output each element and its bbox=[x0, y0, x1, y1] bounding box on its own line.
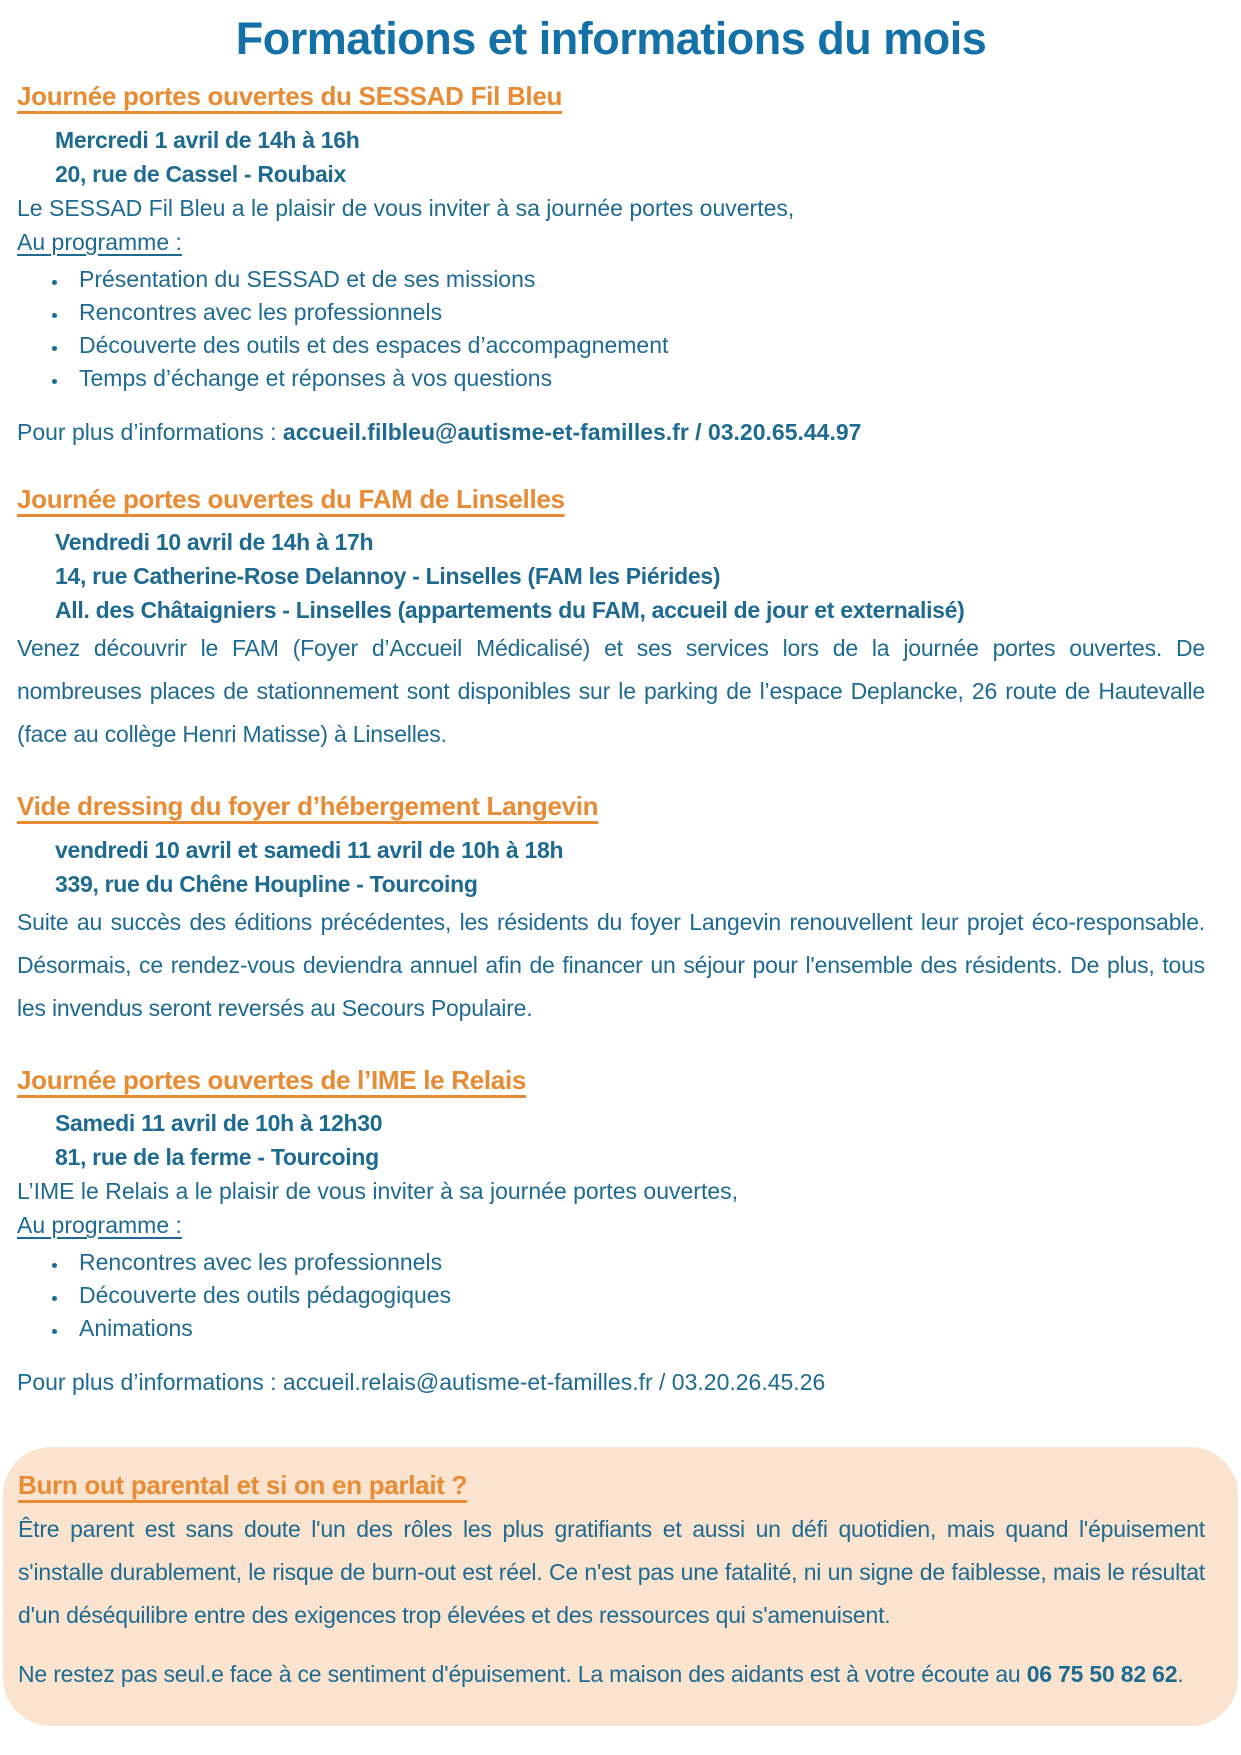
box-paragraph: Être parent est sans doute l'un des rôles les plus gratifiants et aussi un défi quotidien, mais quand l'épuisement s'installe durablement, le risque de burn-out est réel. Ce n'est pas une fatalité, ni un signe de faiblesse, mais le résultat d'un déséquilibre entre des exigences trop élevées et des ressources qui s'amenuisent. bbox=[18, 1515, 1205, 1628]
programme-label: Au programme : bbox=[17, 228, 182, 255]
contact-email-phone: accueil.filbleu@autisme-et-familles.fr / 03.20.65.44.97 bbox=[282, 418, 862, 445]
section-paragraph: Suite au succès des éditions précédentes, les résidents du foyer Langevin renouvellent leur projet éco-responsable. Désormais, ce rendez-vous deviendra annuel afin de financer un séjour pour l'ensemble des résidents. De plus, tous les invendus seront reversés au Secours Populaire. bbox=[17, 908, 1205, 1021]
burnout-highlight-box bbox=[3, 1447, 1238, 1726]
event-date: Mercredi 1 avril de 14h à 16h bbox=[55, 126, 360, 153]
section-heading: Journée portes ouvertes du FAM de Linselles bbox=[17, 483, 565, 514]
event-date: Vendredi 10 avril de 14h à 17h bbox=[55, 529, 374, 555]
contact-line bbox=[17, 1365, 1205, 1399]
box-text: Ne restez pas seul.e face à ce sentiment d'épuisement. La maison des aidants est à votre écoute au bbox=[18, 1660, 1027, 1687]
section-fam-linselles bbox=[17, 483, 1205, 757]
event-address: 339, rue du Chêne Houpline - Tourcoing bbox=[55, 870, 478, 897]
list-item: • Découverte des outils pédagogiques bbox=[69, 1279, 1205, 1312]
section-heading: Vide dressing du foyer d’hébergement Langevin bbox=[17, 791, 599, 821]
box-paragraph bbox=[18, 1653, 1205, 1696]
intro-text: Le SESSAD Fil Bleu a le plaisir de vous inviter à sa journée portes ouvertes, bbox=[17, 194, 795, 221]
list-item: • Découverte des outils et des espaces d’accompagnement bbox=[69, 329, 1205, 362]
box-text-suffix: . bbox=[1177, 1660, 1184, 1687]
list-item: • Présentation du SESSAD et de ses missions bbox=[69, 263, 1205, 296]
event-date: vendredi 10 avril et samedi 11 avril de 10h à 18h bbox=[55, 836, 564, 863]
section-paragraph: Venez découvrir le FAM (Foyer d’Accueil Médicalisé) et ses services lors de la journée portes ouvertes. De nombreuses places de stationnement sont disponibles sur le parking de l’espace Deplancke, 26 route de Hautevalle (face au collège Henri Matisse) à Linselles. bbox=[17, 635, 1205, 747]
event-address: 14, rue Catherine-Rose Delannoy - Linselles (FAM les Piérides) bbox=[55, 563, 721, 589]
section-ime-le-relais bbox=[17, 1064, 1205, 1400]
event-address: 81, rue de la ferme - Tourcoing bbox=[55, 1144, 379, 1170]
contact-prefix: Pour plus d’informations : bbox=[17, 418, 283, 445]
programme-list bbox=[17, 1246, 1205, 1345]
page-title: Formations et informations du mois bbox=[235, 13, 987, 64]
list-item: • Animations bbox=[69, 1312, 1205, 1345]
list-item: • Rencontres avec les professionnels bbox=[69, 296, 1205, 329]
contact-line bbox=[17, 415, 1205, 449]
box-heading: Burn out parental et si on en parlait ? bbox=[18, 1470, 468, 1500]
event-address: 20, rue de Cassel - Roubaix bbox=[55, 160, 347, 187]
intro-text: L’IME le Relais a le plaisir de vous inviter à sa journée portes ouvertes, bbox=[17, 1178, 739, 1204]
contact-prefix: Pour plus d’informations : accueil.relais@autisme-et-familles.fr / 03.20.26.45.26 bbox=[17, 1369, 826, 1395]
phone-number: 06 75 50 82 62 bbox=[1026, 1660, 1178, 1687]
section-heading: Journée portes ouvertes de l’IME le Relais bbox=[17, 1064, 527, 1095]
event-date: Samedi 11 avril de 10h à 12h30 bbox=[55, 1110, 383, 1136]
list-item: • Rencontres avec les professionnels bbox=[69, 1246, 1205, 1279]
list-item: • Temps d’échange et réponses à vos questions bbox=[69, 362, 1205, 395]
programme-label: Au programme : bbox=[17, 1212, 182, 1238]
section-sessad-fil-bleu bbox=[17, 80, 1205, 449]
programme-list bbox=[17, 263, 1205, 395]
section-vide-dressing-langevin bbox=[17, 790, 1205, 1030]
event-address: All. des Châtaigniers - Linselles (appartements du FAM, accueil de jour et externalisé) bbox=[55, 597, 965, 623]
section-heading: Journée portes ouvertes du SESSAD Fil Bleu bbox=[17, 81, 563, 111]
